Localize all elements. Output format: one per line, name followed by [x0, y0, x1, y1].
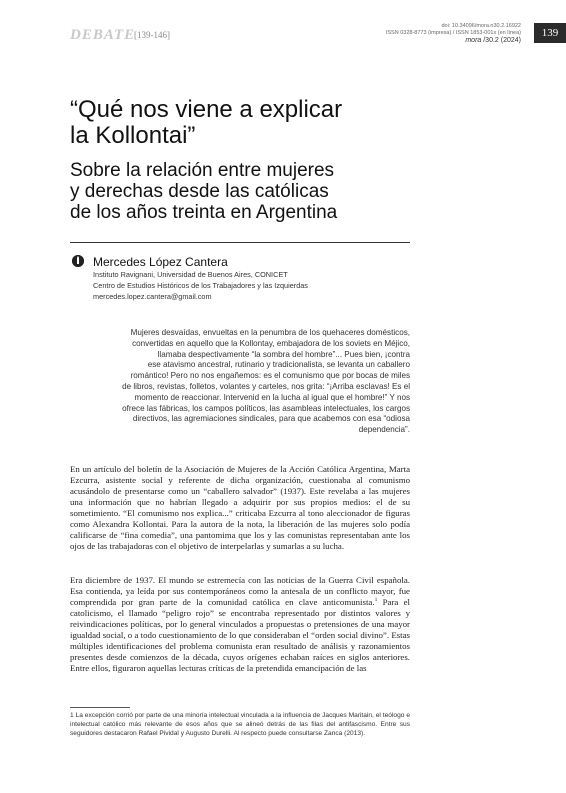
section-label: DEBATE	[70, 27, 136, 43]
issue-number: /30.2 (2024)	[481, 37, 521, 44]
paragraph-text: Era diciembre de 1937. El mundo se estremecía con las noticias de la Guerra Civil española. Esa contienda, ya leída por sus contemporáneos como la antesala de un conflicto mayor, fue comprendida por gran parte de la comunidad católica en clave anticomunista.	[70, 575, 410, 608]
epigraph-line: llamaba despectivamente “la sombra del hombre”... Pues bien, ¡contra	[157, 349, 410, 359]
page-number: 139	[534, 23, 566, 43]
article-subtitle	[70, 160, 410, 223]
footnote-1: 1 La excepción corrió por parte de una minoría intelectual vinculada a la influencia de Jacques Maritain, el teólogo e intelectual católico más relevante de esos años que se alineó detrás de las filas del antifascismo. Entre sus seguidores destacaron Rafael Pividal y Augusto Durelli. Al respecto puede consultarse Zanca (2013).	[70, 712, 410, 737]
subtitle-line: y derechas desde las católicas	[70, 181, 329, 202]
doi: doi: 10.34096/mora.n30.2.16922	[441, 23, 521, 29]
footnote-ref[interactable]: 1	[374, 597, 378, 604]
epigraph	[102, 328, 410, 436]
epigraph-line: momento de reaccionar. Intervenid en la lucha al igual que el hombre!” Y nos	[134, 392, 410, 402]
page-range: [139-146]	[134, 30, 170, 40]
epigraph-line: convertidas en aquello que la Kollontay, embajadora de los soviets en Méjico,	[132, 338, 410, 348]
epigraph-line: de libros, revistas, folletos, volantes y carteles, nos grita: “¡Arriba esclavas! Es el	[122, 381, 410, 391]
affiliation-line: Instituto Ravignani, Universidad de Buenos Aires, CONICET	[93, 270, 288, 279]
orcid-icon[interactable]	[72, 255, 84, 267]
title-line: la Kollontai”	[70, 122, 196, 149]
paragraph-text: Para el catolicismo, el llamado “peligro rojo” se encontraba representado por distintos valores y reivindicaciones políticas, por lo general vinculados a propuestas o pretensiones de una mayor igualdad social, o a todo cuestionamiento de lo que consideraban el “orden social divino”. Estas múltiples identificaciones del problema comunista eran resultado de análisis y razonamientos presentes desde comienzos de la década, cuyos orígenes echaban raíces en siglos anteriores. Entre ellos, figuraron aquellas lecturas críticas de la pretendida emancipación de las	[70, 597, 410, 674]
author-affiliations	[93, 269, 308, 302]
affiliation-line: Centro de Estudios Históricos de los Trabajadores y las Izquierdas	[93, 281, 308, 290]
epigraph-line: directivos, las agremiaciones sindicales, para que acabemos con esa “odiosa	[132, 414, 410, 424]
epigraph-line: dependencia”.	[358, 425, 410, 435]
subtitle-line: de los años treinta en Argentina	[70, 202, 338, 223]
body-paragraph-2	[70, 575, 410, 674]
epigraph-line: ofrece las fábricas, los campos políticos, las asambleas intelectuales, los cargos	[122, 403, 410, 413]
author-email[interactable]: mercedes.lopez.cantera@gmail.com	[93, 292, 212, 301]
journal-name: mora	[465, 37, 482, 44]
article-title	[70, 97, 410, 149]
issn: ISSN 0328-8773 (impresa) / ISSN 1853-001x (en línea)	[385, 30, 521, 36]
subtitle-line: Sobre la relación entre mujeres	[70, 160, 335, 181]
epigraph-line: Mujeres desvaídas, envueltas en la penumbra de los quehaceres domésticos,	[130, 328, 410, 337]
epigraph-line: ese atavismo ancestral, rutinario y tradicionalista, se levanta un caballero	[147, 360, 410, 370]
journal-issue	[386, 37, 521, 44]
title-line: “Qué nos viene a explicar	[70, 96, 343, 123]
footnote-divider	[70, 707, 130, 708]
publication-meta	[386, 23, 521, 44]
body-paragraph-1: En un artículo del boletín de la Asociación de Mujeres de la Acción Católica Argentina, Marta Ezcurra, asistente social y referente de dicha organización, cuestionaba al comunismo acusándolo de presentarse como un “caballero salvador” (1937). Este revelaba a las mujeres una información que no habrían llegado a adquirir por sus propios medios: el de su sometimiento. “El comunismo nos explica...” criticaba Ezcurra al tono aleccionador de figuras como Alexandra Kollontai. Para la autora de la nota, la liberación de las mujeres solo podía calificarse de “fina comedia”, una pantomima que los y las comunistas representaban ante los ojos de las trabajadoras con el objetivo de interpelarlas y sumarlas a su lucha.	[70, 464, 410, 552]
title-divider	[70, 242, 410, 243]
author-name: Mercedes López Cantera	[93, 255, 228, 269]
epigraph-line: romántico! Pero no nos engañemos: es el comunismo que por bocas de miles	[130, 371, 410, 381]
